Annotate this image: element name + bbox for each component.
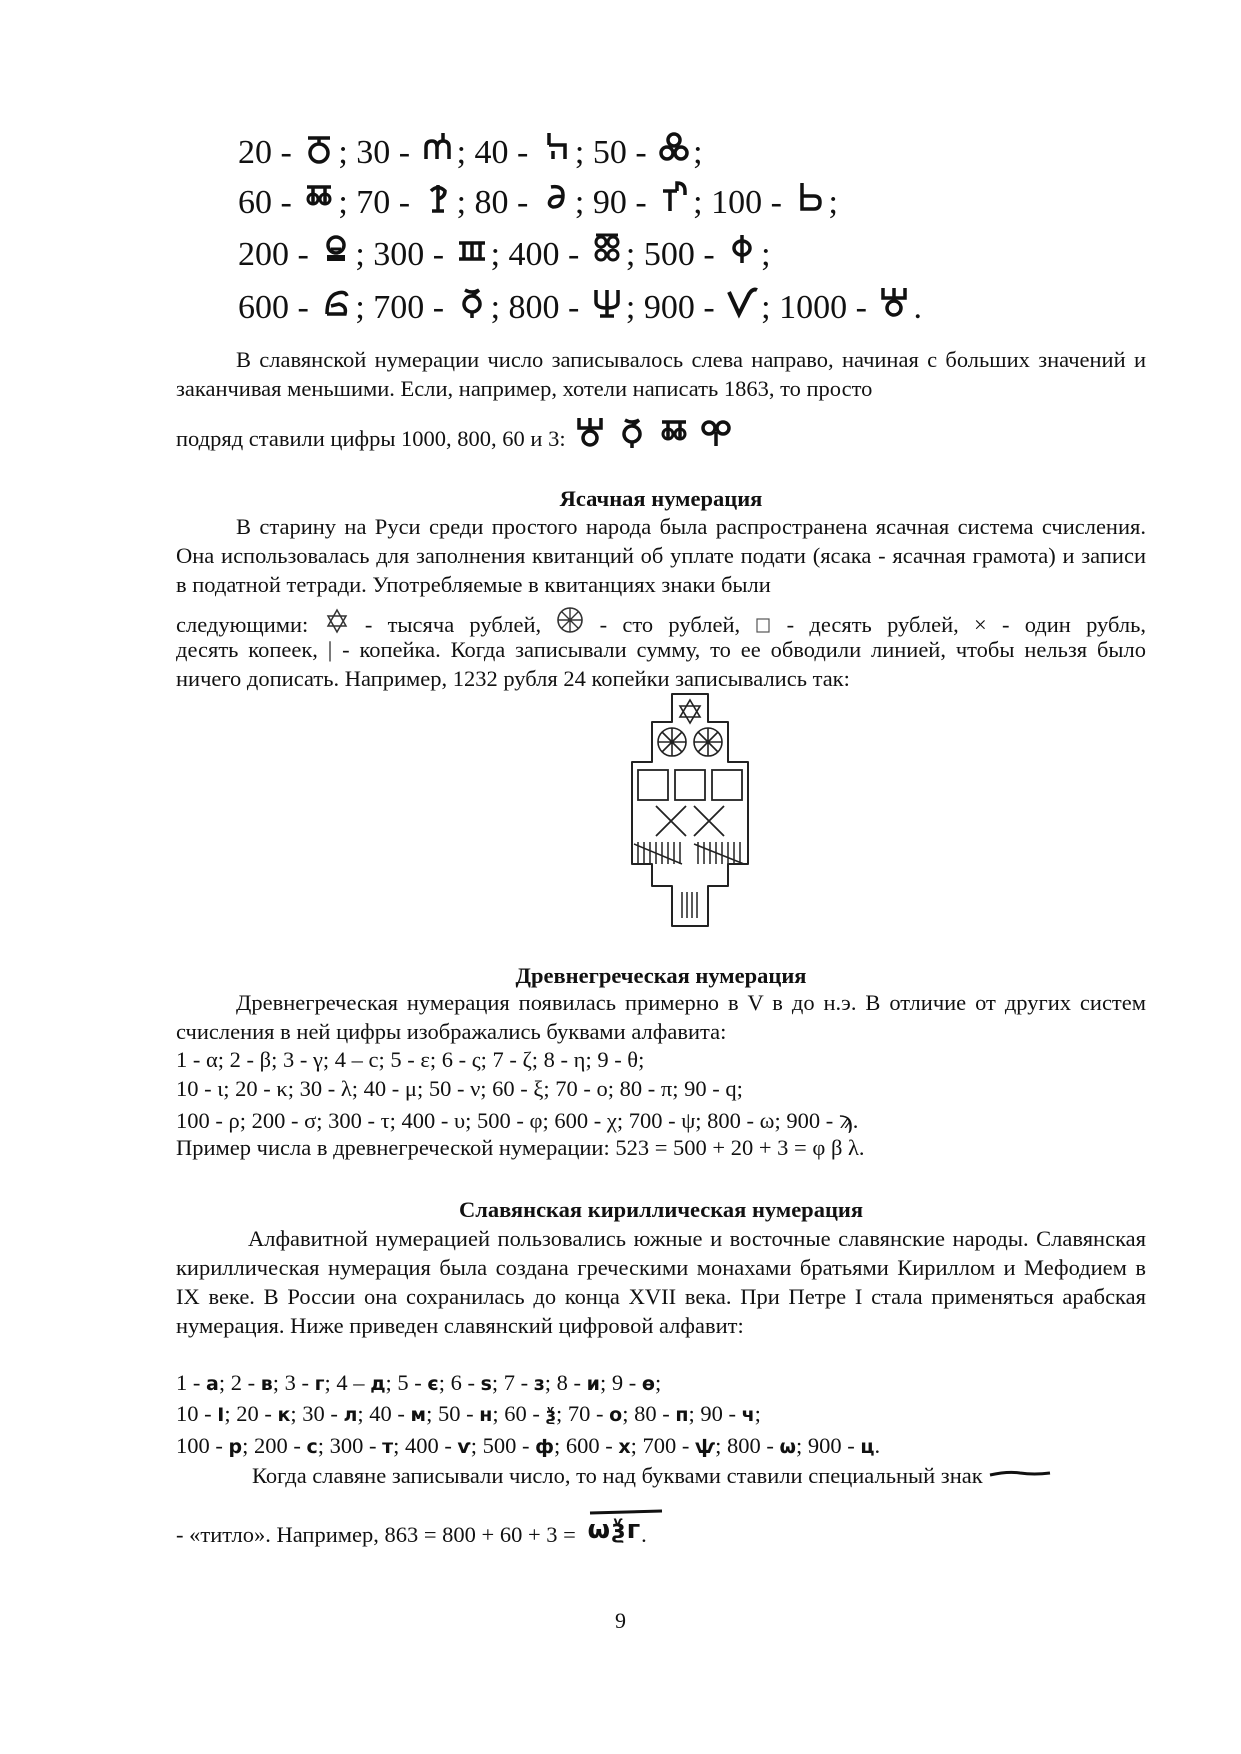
glag-600-icon bbox=[319, 283, 353, 321]
numeral-label: ; 2 - bbox=[218, 1370, 261, 1395]
cyrillic-letter: ѵ bbox=[457, 1436, 471, 1458]
greek-paragraph: Древнегреческая нумерация появилась примерно в V в до н.э. В отличие от других систем счисления в ней цифры изображались буквами алфавита: bbox=[176, 990, 1146, 1044]
numeral-label: ; 9 - bbox=[600, 1370, 642, 1395]
greek-line-3 bbox=[176, 1106, 858, 1135]
numeral-label: 1 - bbox=[176, 1370, 206, 1395]
hundred-label: - сто рублей, bbox=[584, 612, 741, 637]
cyrillic-letter: ф bbox=[535, 1436, 554, 1458]
star-icon bbox=[324, 608, 350, 634]
cyrillic-paragraph: Алфавитной нумерацией пользовались южные и восточные славянские народы. Славянская кириллическая нумерация была создана греческими монахами братьями Кириллом и Мефодием в IX веке. В России она сохранилась до конца XVII века. При Петре I стала применяться арабская нумерация. Ниже приведен славянский цифровой алфавит: bbox=[176, 1226, 1146, 1338]
cyrillic-letter: ѯ bbox=[545, 1404, 557, 1426]
square-icon bbox=[755, 616, 771, 634]
cyrillic-heading: Славянская кириллическая нумерация bbox=[458, 1197, 864, 1222]
punctuation: ; bbox=[761, 236, 771, 273]
numeral-label: ; 300 - bbox=[317, 1433, 383, 1458]
titlo-sentence bbox=[252, 1462, 1052, 1490]
numeral-label: ; 700 - bbox=[355, 289, 453, 326]
punctuation: ; bbox=[828, 184, 838, 221]
yasak-paragraph-1: В старину на Руси среди простого народа была распространена ясачная система счисления. Она использовалась для заполнения квитанций об уплате подати (ясака - ясачная грамота) и записи в податной тетради. Употребляемые в квитанциях знаки были bbox=[176, 514, 1146, 597]
numeral-label: ; 200 - bbox=[242, 1433, 307, 1458]
yasak-receipt-figure bbox=[620, 692, 760, 932]
numeral-label: ; 40 - bbox=[456, 134, 537, 171]
receipt-square bbox=[638, 770, 668, 800]
numeral-label: ; 7 - bbox=[491, 1370, 534, 1395]
numeral-label: ; 300 - bbox=[355, 236, 453, 273]
glag-200-icon bbox=[319, 230, 353, 268]
example-text: подряд ставили цифры 1000, 800, 60 и 3: bbox=[176, 426, 566, 451]
receipt-cross bbox=[694, 806, 724, 836]
glag-50-icon bbox=[657, 128, 691, 166]
page-number: 9 bbox=[615, 1608, 626, 1633]
cyrillic-letter: т bbox=[382, 1436, 394, 1458]
cyrillic-letter: ѳ bbox=[641, 1373, 655, 1395]
numeral-label: ; 800 - bbox=[490, 289, 588, 326]
glag-700-icon bbox=[455, 283, 489, 321]
receipt-square bbox=[712, 770, 742, 800]
receipt-star bbox=[680, 700, 700, 723]
receipt-ten-kopeck-marks bbox=[634, 842, 682, 864]
greek-line-1: 1 - α; 2 - β; 3 - γ; 4 – с; 5 - ε; 6 - ς; 7 - ζ; 8 - η; 9 - θ; bbox=[176, 1047, 645, 1072]
glagolitic-row-3 bbox=[238, 230, 771, 275]
receipt-square bbox=[675, 770, 705, 800]
symbols-intro: следующими: bbox=[176, 612, 309, 637]
cyrillic-letter: в bbox=[260, 1373, 273, 1395]
punctuation: . bbox=[641, 1522, 647, 1547]
glagolitic-row-1 bbox=[238, 128, 703, 173]
glag-90-icon bbox=[657, 178, 691, 216]
numeral-label: ; 40 - bbox=[357, 1401, 411, 1426]
numeral-label: ; 500 - bbox=[470, 1433, 536, 1458]
numeral-label: 60 - bbox=[238, 184, 301, 221]
titlo-mark-icon bbox=[588, 1508, 664, 1516]
receipt-wheel bbox=[694, 728, 722, 756]
numeral-label: ; 80 - bbox=[456, 184, 537, 221]
receipt-kopeck-marks bbox=[682, 892, 697, 918]
numeral-label: ; 500 - bbox=[625, 236, 724, 273]
numeral-label: ; 50 - bbox=[426, 1401, 480, 1426]
cyrillic-row-3 bbox=[176, 1432, 880, 1461]
glag-60-icon bbox=[302, 178, 336, 216]
titlo-example-letters: ѡѯг bbox=[587, 1515, 642, 1545]
cyrillic-letter: з bbox=[533, 1373, 545, 1395]
numeral-label: ; 30 - bbox=[290, 1401, 344, 1426]
cyrillic-letter: п bbox=[675, 1404, 689, 1426]
cyrillic-letter: л bbox=[343, 1404, 358, 1426]
numeral-label: ; 100 - bbox=[693, 184, 791, 221]
cyrillic-letter: ч bbox=[741, 1404, 755, 1426]
punctuation: . bbox=[913, 289, 922, 326]
glagolitic-paragraph: В славянской нумерации число записывалось слева направо, начиная с больших значений и заканчивая меньшими. Если, например, хотели написать 1863, то просто bbox=[176, 347, 1146, 401]
cyrillic-row-1 bbox=[176, 1369, 661, 1398]
glag-80-icon bbox=[539, 178, 573, 216]
numeral-label: 200 - bbox=[238, 236, 318, 273]
glag-30-icon bbox=[421, 128, 455, 166]
numeral-label: ; 900 - bbox=[796, 1433, 861, 1458]
numeral-label: ; 6 - bbox=[438, 1370, 481, 1395]
punctuation: ; bbox=[654, 1370, 662, 1395]
glag-500-icon bbox=[725, 230, 759, 268]
receipt-wheel bbox=[658, 728, 686, 756]
cyrillic-letter: ц bbox=[860, 1436, 875, 1458]
cyrillic-row-2 bbox=[176, 1400, 761, 1429]
numeral-label: ; 90 - bbox=[688, 1401, 742, 1426]
numeral-label: ; 80 - bbox=[622, 1401, 676, 1426]
sampi-glyph: ϡ bbox=[838, 1106, 853, 1134]
yasak-paragraph-2: десять копеек, | - копейка. Когда записывали сумму, то ее обводили линией, чтобы нельзя было ничего дописать. Например, 1232 рубля 24 копейки записывались так: bbox=[176, 637, 1146, 691]
punctuation: ; bbox=[754, 1401, 761, 1426]
yasak-heading: Ясачная нумерация bbox=[559, 486, 763, 511]
numeral-label: ; 70 - bbox=[556, 1401, 610, 1426]
cyrillic-letter: о bbox=[609, 1404, 623, 1426]
numeral-label: ; 60 - bbox=[492, 1401, 546, 1426]
numeral-label: ; 20 - bbox=[224, 1401, 278, 1426]
greek-line-2: 10 - ι; 20 - κ; 30 - λ; 40 - μ; 50 - ν; 60 - ξ; 70 - ο; 80 - π; 90 - q; bbox=[176, 1076, 743, 1101]
numeral-label: ; 700 - bbox=[630, 1433, 695, 1458]
glag-1863-example-icon bbox=[571, 412, 741, 452]
cyrillic-letter: к bbox=[277, 1404, 291, 1426]
greek-heading: Древнегреческая нумерация bbox=[515, 963, 807, 988]
numeral-label: 100 - bbox=[176, 1433, 229, 1458]
glag-900-icon bbox=[725, 283, 759, 321]
glag-70-icon bbox=[421, 178, 455, 216]
numeral-label: ; 600 - bbox=[553, 1433, 619, 1458]
numeral-label: ; 5 - bbox=[385, 1370, 428, 1395]
glag-1000-icon bbox=[877, 283, 911, 321]
glag-20-icon bbox=[302, 128, 336, 166]
numeral-label: ; 400 - bbox=[490, 236, 588, 273]
numeral-label: 10 - bbox=[176, 1401, 218, 1426]
numeral-label: 600 - bbox=[238, 289, 318, 326]
cyrillic-letter: ѡ bbox=[779, 1436, 797, 1458]
numeral-label: ; 900 - bbox=[625, 289, 724, 326]
punctuation: . bbox=[874, 1433, 881, 1458]
numeral-label: ; 50 - bbox=[574, 134, 656, 171]
ten-label: - десять рублей, × - один рубль, bbox=[771, 612, 1147, 637]
glagolitic-row-2 bbox=[238, 178, 838, 223]
cyrillic-letter: н bbox=[479, 1404, 493, 1426]
numeral-label: ; 70 - bbox=[338, 184, 419, 221]
cyrillic-letter: г bbox=[314, 1373, 325, 1395]
titlo-example-text: - «титло». Например, 863 = 800 + 60 + 3 = bbox=[176, 1522, 576, 1547]
titlo-example bbox=[588, 1516, 642, 1545]
greek-example-line: Пример числа в древнегреческой нумерации: 523 = 500 + 20 + 3 = φ β λ. bbox=[176, 1135, 865, 1160]
cyrillic-letter: и bbox=[586, 1373, 600, 1395]
punctuation: . bbox=[852, 1108, 859, 1133]
numeral-label: ; 800 - bbox=[715, 1433, 780, 1458]
glag-100-icon bbox=[792, 178, 826, 216]
numeral-label: ; 1000 - bbox=[761, 289, 876, 326]
cyrillic-letter: ѱ bbox=[694, 1436, 716, 1458]
numeral-label: ; 30 - bbox=[338, 134, 419, 171]
receipt-cross bbox=[656, 806, 686, 836]
numeral-label: ; 3 - bbox=[272, 1370, 315, 1395]
glag-300-icon bbox=[455, 230, 489, 268]
glag-400-icon bbox=[590, 230, 624, 268]
cyrillic-letter: р bbox=[228, 1436, 243, 1458]
glagolitic-example-line bbox=[176, 412, 741, 453]
greek-line-3-text: 100 - ρ; 200 - σ; 300 - τ; 400 - υ; 500 - φ; 600 - χ; 700 - ψ; 800 - ω; 900 - bbox=[176, 1108, 839, 1133]
cyrillic-letter: х bbox=[618, 1436, 631, 1458]
titlo-intro-text: Когда славяне записывали число, то над буквами ставили специальный знак bbox=[252, 1463, 983, 1488]
numeral-label: ; 400 - bbox=[393, 1433, 458, 1458]
receipt-ten-kopeck-marks bbox=[694, 842, 744, 864]
punctuation: ; bbox=[693, 134, 703, 171]
cyrillic-letter: ѕ bbox=[480, 1373, 492, 1395]
glag-800-icon bbox=[590, 283, 624, 321]
numeral-label: ; 8 - bbox=[544, 1370, 587, 1395]
numeral-label: ; 90 - bbox=[574, 184, 656, 221]
glagolitic-row-4 bbox=[238, 283, 922, 328]
numeral-label: 20 - bbox=[238, 134, 301, 171]
wheel-icon bbox=[556, 606, 584, 634]
glag-40-icon bbox=[539, 128, 573, 166]
titlo-sign-icon bbox=[988, 1469, 1052, 1479]
cyrillic-letter: І bbox=[217, 1404, 225, 1426]
numeral-label: ; 4 – bbox=[324, 1370, 371, 1395]
cyrillic-letter: с bbox=[306, 1436, 318, 1458]
cyrillic-letter: д bbox=[370, 1373, 386, 1395]
cyrillic-letter: а bbox=[206, 1373, 219, 1395]
cyrillic-letter: м bbox=[410, 1404, 427, 1426]
titlo-example-line bbox=[176, 1516, 647, 1549]
thousand-label: - тысяча рублей, bbox=[349, 612, 542, 637]
cyrillic-letter: є bbox=[427, 1373, 439, 1395]
